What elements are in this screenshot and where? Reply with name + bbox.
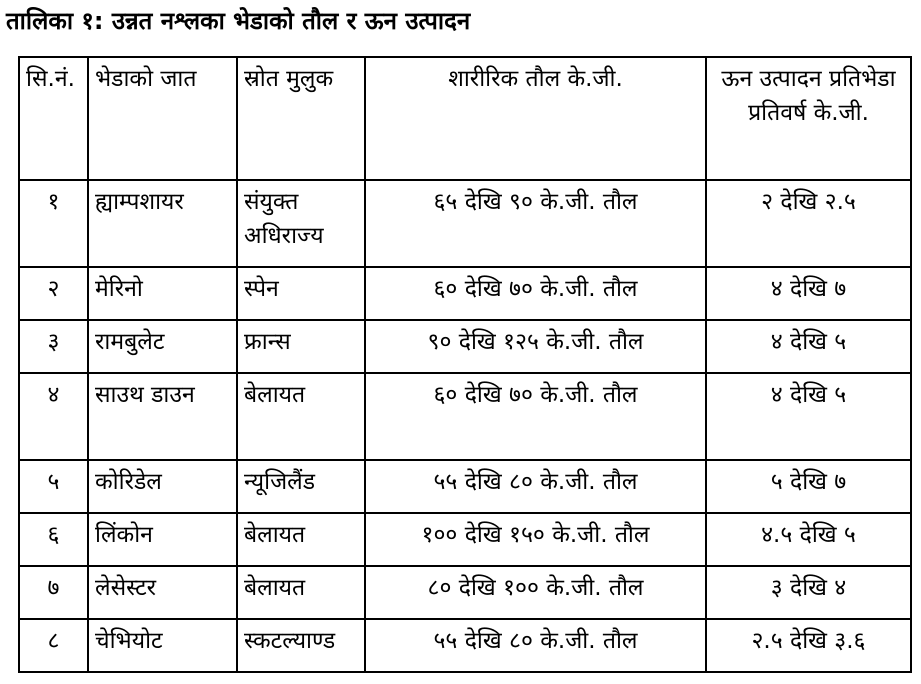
cell-breed: चेभियोट <box>88 619 237 672</box>
header-breed: भेडाको जात <box>88 57 237 180</box>
cell-wool-production: २ देखि २.५ <box>706 180 911 267</box>
cell-wool-production: ५ देखि ७ <box>706 460 911 513</box>
cell-body-weight: ६० देखि ७० के.जी. तौल <box>365 373 706 460</box>
cell-wool-production: ४ देखि ५ <box>706 373 911 460</box>
cell-wool-production: ४ देखि ५ <box>706 320 911 373</box>
table-row <box>19 180 911 267</box>
cell-source-country: स्पेन <box>237 267 365 320</box>
cell-body-weight: ६० देखि ७० के.जी. तौल <box>365 267 706 320</box>
cell-serial-no: ३ <box>19 320 88 373</box>
cell-serial-no: ५ <box>19 460 88 513</box>
cell-body-weight: ८० देखि १०० के.जी. तौल <box>365 566 706 619</box>
cell-source-country: बेलायत <box>237 566 365 619</box>
cell-source-country: बेलायत <box>237 513 365 566</box>
table-row <box>19 320 911 373</box>
table-row <box>19 460 911 513</box>
cell-body-weight: ५५ देखि ८० के.जी. तौल <box>365 460 706 513</box>
header-row <box>19 57 911 180</box>
table-row <box>19 566 911 619</box>
cell-breed: लेसेस्टर <box>88 566 237 619</box>
cell-source-country: बेलायत <box>237 373 365 460</box>
cell-wool-production: ४.५ देखि ५ <box>706 513 911 566</box>
cell-breed: मेरिनो <box>88 267 237 320</box>
header-serial-no: सि.नं. <box>19 57 88 180</box>
cell-body-weight: १०० देखि १५० के.जी. तौल <box>365 513 706 566</box>
header-wool-production: ऊन उत्पादन प्रतिभेडा प्रतिवर्ष के.जी. <box>706 57 911 180</box>
cell-breed: लिंकोन <box>88 513 237 566</box>
cell-body-weight: ५५ देखि ८० के.जी. तौल <box>365 619 706 672</box>
header-source-country: स्रोत मुलुक <box>237 57 365 180</box>
cell-serial-no: ८ <box>19 619 88 672</box>
cell-wool-production: ४ देखि ७ <box>706 267 911 320</box>
cell-source-country: स्कटल्याण्ड <box>237 619 365 672</box>
table-title: तालिका १: उन्नत नश्लका भेडाको तौल र ऊन उत्पादन <box>6 7 471 35</box>
cell-body-weight: ९० देखि १२५ के.जी. तौल <box>365 320 706 373</box>
cell-wool-production: २.५ देखि ३.६ <box>706 619 911 672</box>
table-row <box>19 619 911 672</box>
cell-breed: रामबुलेट <box>88 320 237 373</box>
cell-wool-production: ३ देखि ४ <box>706 566 911 619</box>
cell-serial-no: ६ <box>19 513 88 566</box>
cell-breed: साउथ डाउन <box>88 373 237 460</box>
cell-serial-no: २ <box>19 267 88 320</box>
cell-breed: कोरिडेल <box>88 460 237 513</box>
table-row <box>19 513 911 566</box>
header-body-weight: शारीरिक तौल के.जी. <box>365 57 706 180</box>
table-row <box>19 373 911 460</box>
cell-source-country: न्यूजिलैंड <box>237 460 365 513</box>
cell-body-weight: ६५ देखि ९० के.जी. तौल <box>365 180 706 267</box>
cell-source-country: संयुक्त अधिराज्य <box>237 180 365 267</box>
sheep-breeds-table <box>18 56 912 673</box>
cell-source-country: फ्रान्स <box>237 320 365 373</box>
cell-serial-no: ४ <box>19 373 88 460</box>
cell-breed: ह्याम्पशायर <box>88 180 237 267</box>
cell-serial-no: १ <box>19 180 88 267</box>
cell-serial-no: ७ <box>19 566 88 619</box>
table-row <box>19 267 911 320</box>
